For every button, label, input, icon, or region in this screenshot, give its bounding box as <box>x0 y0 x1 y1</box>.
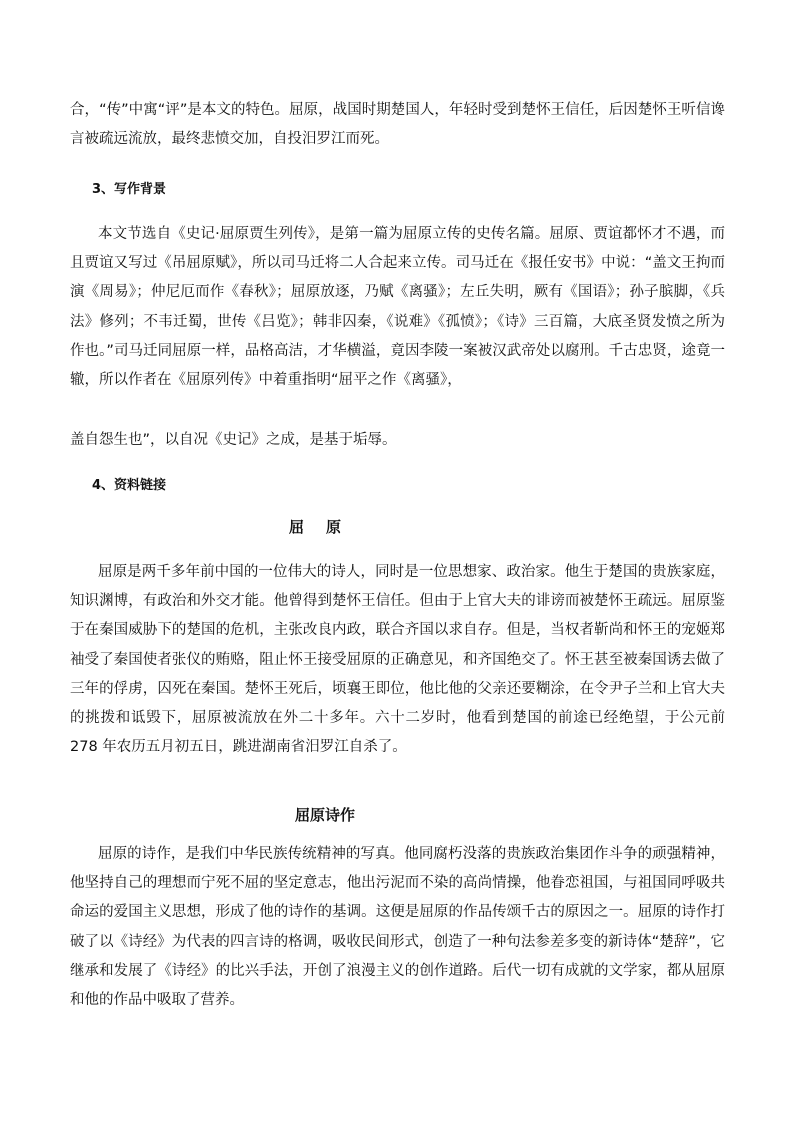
article-1-body: 屈原是两千多年前中国的一位伟大的诗人，同时是一位思想家、政治家。他生于楚国的贵族家庭，知识渊博，有政治和外交才能。他曾得到楚怀王信任。但由于上官大夫的诽谤而被楚怀王疏远。屈原鉴于在秦国威胁下的楚国的危机，主张改良内政，联合齐国以求自存。但是，当权者靳尚和怀王的宠姬郑袖受了秦国使者张仪的贿赂，阻止怀王接受屈原的正确意见，和齐国绝交了。怀王甚至被秦国诱去做了三年的俘虏，囚死在秦国。楚怀王死后，顷襄王即位，他比他的父亲还要糊涂，在令尹子兰和上官大夫的挑拨和诋毁下，屈原被流放在外二十多年。六十二岁时，他看到楚国的前途已经绝望，于公元前 278 年农历五月初五日，跳进湖南省汨罗江自杀了。 <box>70 564 725 756</box>
section-3-heading: 3、写作背景 <box>92 182 167 197</box>
section-2-tail-paragraph: 合，“传”中寓“评”是本文的特色。屈原，战国时期楚国人，年轻时受到楚怀王信任，后因楚怀王听信谗言被疏远流放，最终悲愤交加，自投汨罗江而死。 <box>70 102 725 148</box>
section-3-paragraph-2: 盖自怨生也”，以自况《史记》之成，是基于垢辱。 <box>70 432 397 448</box>
article-1-title: 屈原 <box>288 518 363 536</box>
article-2-title: 屈原诗作 <box>294 806 355 824</box>
section-3-paragraph-1: 本文节选自《史记·屈原贾生列传》，是第一篇为屈原立传的史传名篇。屈原、贾谊都怀才不遇，而且贾谊又写过《吊屈原赋》，所以司马迁将二人合起来立传。司马迁在《报任安书》中说：“盖文王拘而演《周易》；仲尼厄而作《春秋》；屈原放逐，乃赋《离骚》；左丘失明，厥有《国语》；孙子膑脚，《兵法》修列；不韦迁蜀，世传《吕览》；韩非囚秦，《说难》《孤愤》；《诗》三百篇，大底圣贤发愤之所为作也。”司马迁同屈原一样，品格高洁，才华横溢，竟因李陵一案被汉武帝处以腐刑。千古忠贤，途竟一辙，所以作者在《屈原列传》中着重指明“屈平之作《离骚》， <box>70 226 725 389</box>
section-4-heading: 4、资料链接 <box>92 478 167 493</box>
article-2-body: 屈原的诗作，是我们中华民族传统精神的写真。他同腐朽没落的贵族政治集团作斗争的顽强精神，他坚持自己的理想而宁死不屈的坚定意志，他出污泥而不染的高尚情操，他眷恋祖国，与祖国同呼吸共命运的爱国主义思想，形成了他的诗作的基调。这便是屈原的作品传颂千古的原因之一。屈原的诗作打破了以《诗经》为代表的四言诗的格调，吸收民间形式，创造了一种句法参差多变的新诗体“楚辞”，它继承和发展了《诗经》的比兴手法，开创了浪漫主义的创作道路。后代一切有成就的文学家，都从屈原和他的作品中吸取了营养。 <box>70 846 725 1009</box>
